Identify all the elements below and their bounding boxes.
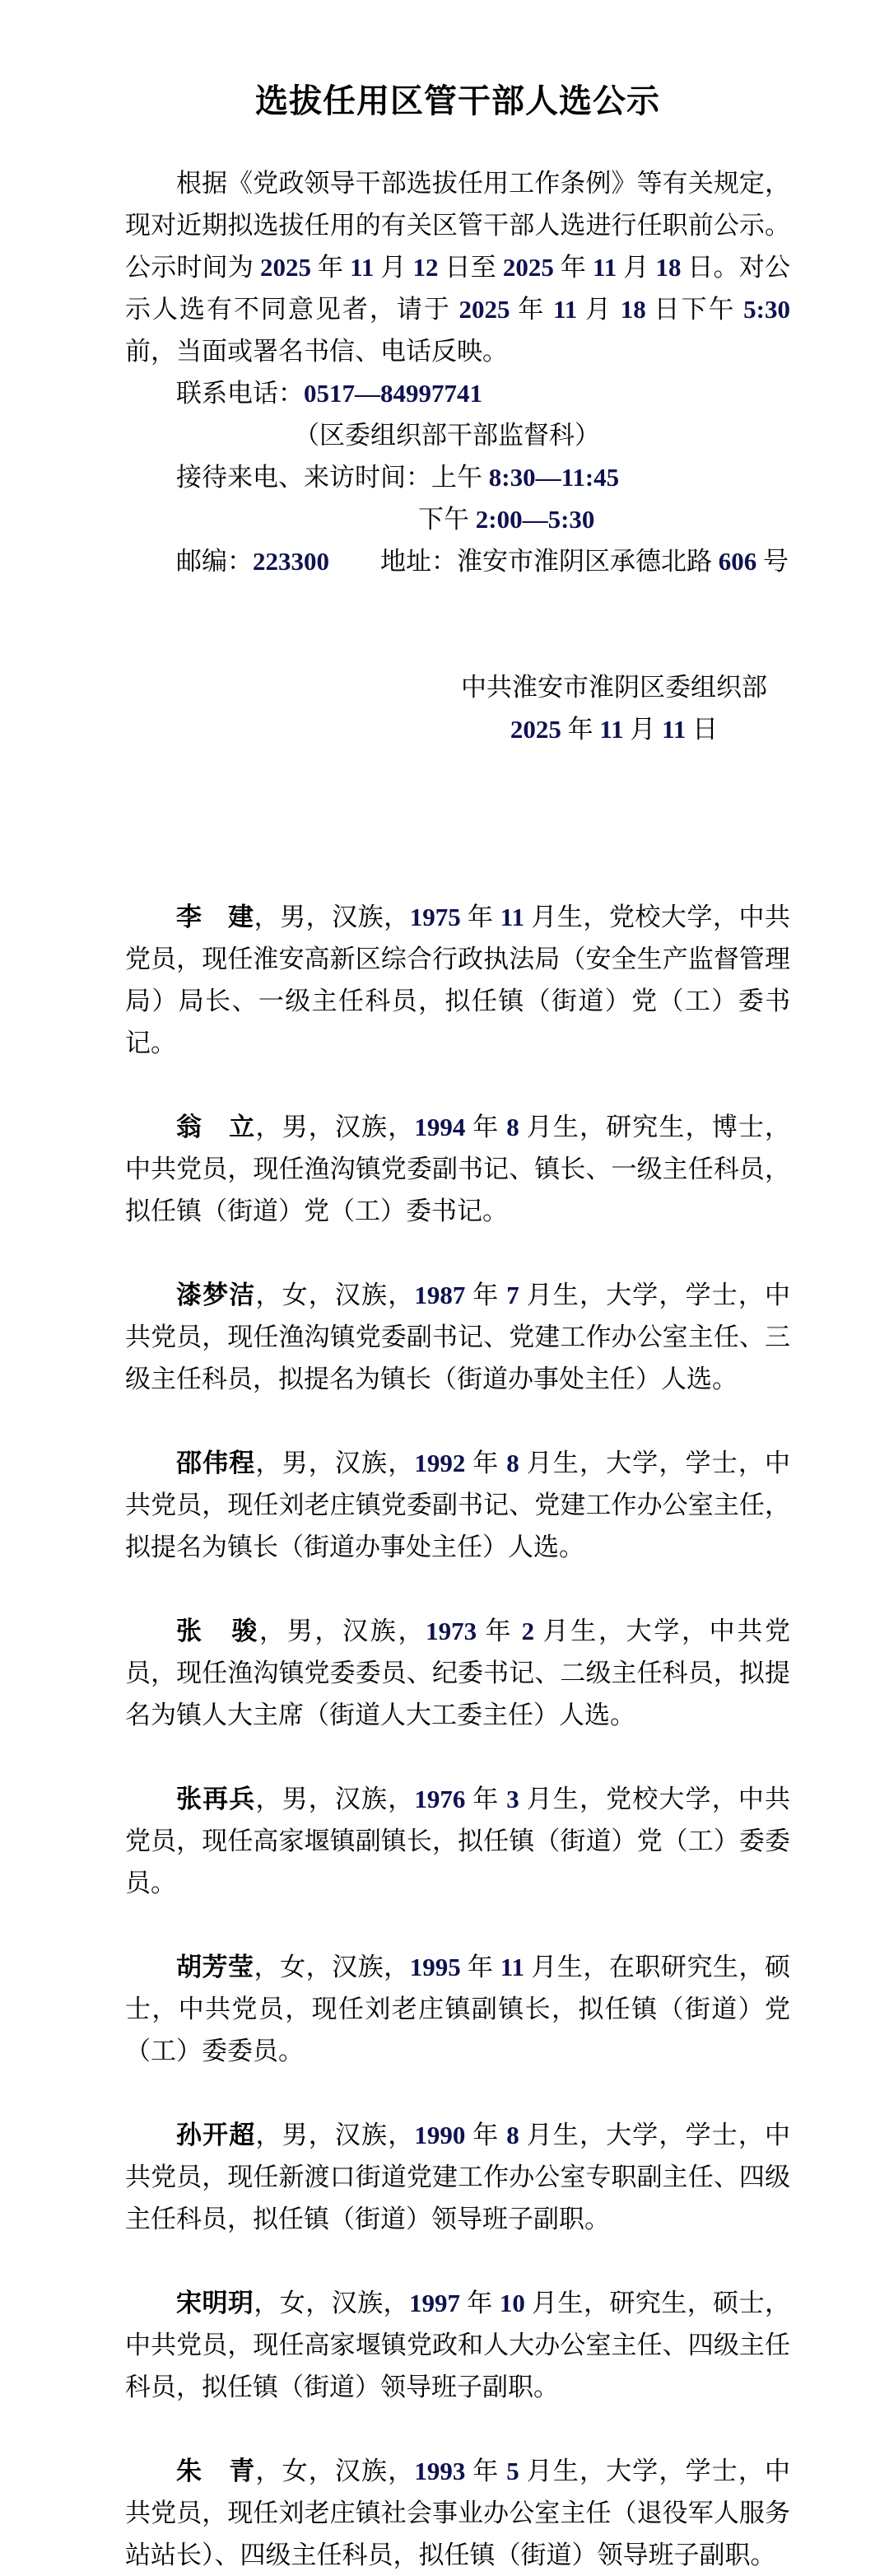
- signature-org: 中共淮安市淮阴区委组织部: [461, 673, 767, 702]
- candidate-info: ，男，汉族，1973 年 2 月生，大学，中共党员，现任渔沟镇党委委员、纪委书记、二级主任科员，拟提名为镇人大主席（街道人大工委主任）人选。: [125, 1617, 791, 1729]
- candidate-name: 孙开超: [176, 2121, 256, 2149]
- candidate-name: 朱 青: [176, 2457, 256, 2485]
- candidate-entry: [125, 2114, 790, 2240]
- candidate-info: ，女，汉族，1993 年 5 月生，大学，学士，中共党员，现任刘老庄镇社会事业办公室主任（退役军人服务站站长）、四级主任科员，拟任镇（街道）领导班子副职。: [125, 2457, 791, 2569]
- candidate-entry: [125, 1274, 790, 1400]
- candidate-entry: [125, 1946, 790, 2072]
- candidate-entry: [125, 2282, 790, 2408]
- candidate-entry: [125, 896, 790, 1064]
- candidate-info: ，男，汉族，1990 年 8 月生，大学，学士，中共党员，现任新渡口街道党建工作办公室专职副主任、四级主任科员，拟任镇（街道）领导班子副职。: [125, 2121, 791, 2233]
- contact-phone-line: 联系电话：0517—84997741: [176, 379, 482, 408]
- candidate-info: ，女，汉族，1987 年 7 月生，大学，学士，中共党员，现任渔沟镇党委副书记、党建工作办公室主任、三级主任科员，拟提名为镇长（街道办事处主任）人选。: [125, 1281, 791, 1393]
- candidate-name: 胡芳莹: [176, 1953, 254, 1981]
- candidate-info: ，男，汉族，1976 年 3 月生，党校大学，中共党员，现任高家堰镇副镇长，拟任镇（街道）党（工）委委员。: [125, 1785, 791, 1897]
- candidate-name: 漆梦洁: [176, 1281, 256, 1309]
- page-title: 选拔任用区管干部人选公示: [255, 82, 660, 119]
- candidate-info: ，男，汉族，1975 年 11 月生，党校大学，中共党员，现任淮安高新区综合行政执法局（安全生产监督管理局）局长、一级主任科员，拟任镇（街道）党（工）委书记。: [125, 903, 791, 1057]
- contact-address-line: 邮编：223300 地址：淮安市淮阴区承德北路 606 号: [176, 547, 789, 576]
- candidate-info: ，男，汉族，1992 年 8 月生，大学，学士，中共党员，现任刘老庄镇党委副书记、党建工作办公室主任，拟提名为镇长（街道办事处主任）人选。: [125, 1449, 791, 1561]
- candidate-info: ，女，汉族，1995 年 11 月生，在职研究生，硕士，中共党员，现任刘老庄镇副镇长，拟任镇（街道）党（工）委委员。: [125, 1953, 791, 2065]
- contact-department-line: （区委组织部干部监督科）: [294, 421, 600, 450]
- candidate-entry: [125, 2450, 790, 2576]
- candidate-entry: [125, 1106, 790, 1232]
- candidate-entry: [125, 1442, 790, 1568]
- candidate-name: 李 建: [176, 903, 254, 931]
- contact-hours-line: 接待来电、来访时间：上午 8:30—11:45: [176, 463, 620, 492]
- signature-date: 2025 年 11 月 11 日: [510, 715, 719, 744]
- candidate-list: [125, 896, 790, 2576]
- candidate-entry: [125, 1610, 790, 1736]
- candidate-name: 张 骏: [176, 1617, 260, 1645]
- candidate-name: 翁 立: [176, 1113, 256, 1141]
- candidate-name: 宋明玥: [176, 2289, 254, 2317]
- contact-hours-afternoon-line: 下午 2:00—5:30: [418, 505, 595, 534]
- candidate-name: 张再兵: [176, 1785, 256, 1813]
- candidate-info: ，女，汉族，1997 年 10 月生，研究生，硕士，中共党员，现任高家堰镇党政和人大办公室主任、四级主任科员，拟任镇（街道）领导班子副职。: [125, 2289, 791, 2401]
- candidate-info: ，男，汉族，1994 年 8 月生，研究生，博士，中共党员，现任渔沟镇党委副书记、镇长、一级主任科员，拟任镇（街道）党（工）委书记。: [125, 1113, 791, 1225]
- candidate-name: 邵伟程: [176, 1449, 256, 1477]
- signature-block: [461, 666, 767, 750]
- intro-paragraph: 根据《党政领导干部选拔任用工作条例》等有关规定，现对近期拟选拔任用的有关区管干部人选进行任职前公示。公示时间为 2025 年 11 月 12 日至 2025 年 11 月 18 日。对公示人选有不同意见者，请于 2025 年 11 月 18 日下午 5:30 前，当面或署名书信、电话反映。: [125, 169, 791, 366]
- candidate-entry: [125, 1778, 790, 1904]
